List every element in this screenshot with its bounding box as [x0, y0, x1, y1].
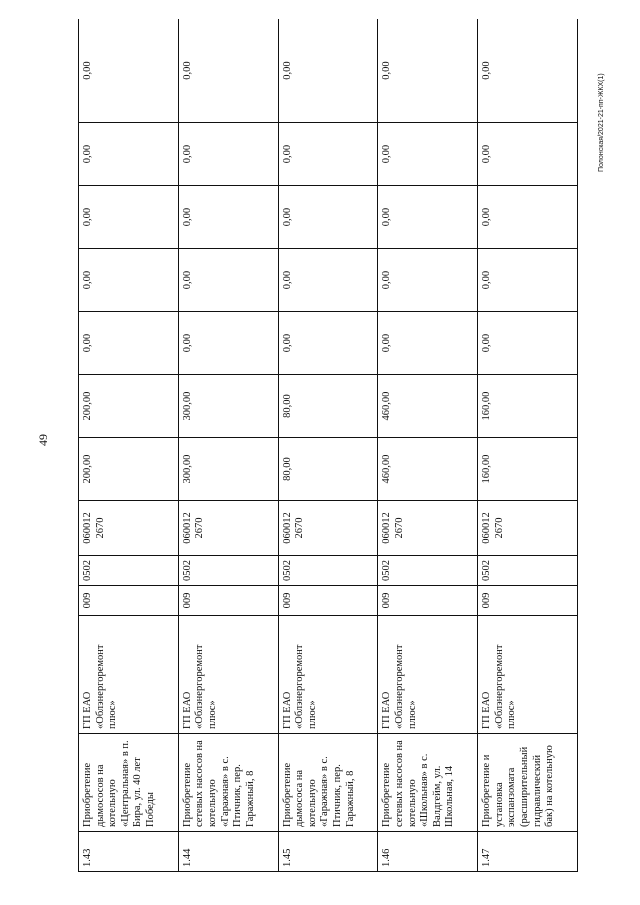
- table-row: [178, 19, 278, 872]
- table-row: [79, 19, 179, 872]
- target-item-code-cell: 060012 2670: [278, 501, 378, 556]
- section-code-cell: 0502: [478, 556, 578, 586]
- table-row: [278, 19, 378, 872]
- total-amount-cell: 200,00: [79, 438, 179, 501]
- amount-year-4-cell: 0,00: [79, 186, 179, 249]
- amount-year-5-cell: 0,00: [178, 123, 278, 186]
- target-item-code-cell: 060012 2670: [79, 501, 179, 556]
- page-number: 49: [36, 434, 50, 446]
- executor-cell: ГП ЕАО «Облэнергоремонт плюс»: [278, 616, 378, 734]
- work-name-cell: Приобретение сетевых насосов на котельную «Школьная» в с. Валдгейм, ул. Школьная, 14: [378, 734, 478, 832]
- amount-year-2-cell: 0,00: [278, 312, 378, 375]
- row-number-cell: 1.44: [178, 832, 278, 872]
- grbs-code-cell: 009: [79, 586, 179, 616]
- section-code-cell: 0502: [278, 556, 378, 586]
- amount-year-5-cell: 0,00: [278, 123, 378, 186]
- total-amount-cell: 80,00: [278, 438, 378, 501]
- row-number-cell: 1.46: [378, 832, 478, 872]
- section-code-cell: 0502: [378, 556, 478, 586]
- amount-year-3-cell: 0,00: [378, 249, 478, 312]
- total-amount-cell: 300,00: [178, 438, 278, 501]
- executor-cell: ГП ЕАО «Облэнергоремонт плюс»: [478, 616, 578, 734]
- amount-year-6-cell: 0,00: [478, 19, 578, 123]
- work-name-cell: Приобретение и установка экспанзомата (расширительный гидравлический бак) на котельную: [478, 734, 578, 832]
- amount-year-5-cell: 0,00: [378, 123, 478, 186]
- amount-year-4-cell: 0,00: [278, 186, 378, 249]
- amount-year-2-cell: 0,00: [378, 312, 478, 375]
- amount-year-1-cell: 80,00: [278, 375, 378, 438]
- amount-year-6-cell: 0,00: [378, 19, 478, 123]
- total-amount-cell: 160,00: [478, 438, 578, 501]
- row-number-cell: 1.45: [278, 832, 378, 872]
- document-footer-note: Полонская/2021-21-пп-ЖКХ(1): [598, 73, 605, 172]
- amount-year-3-cell: 0,00: [79, 249, 179, 312]
- grbs-code-cell: 009: [378, 586, 478, 616]
- section-code-cell: 0502: [79, 556, 179, 586]
- amount-year-1-cell: 300,00: [178, 375, 278, 438]
- amount-year-2-cell: 0,00: [178, 312, 278, 375]
- row-number-cell: 1.43: [79, 832, 179, 872]
- amount-year-2-cell: 0,00: [79, 312, 179, 375]
- grbs-code-cell: 009: [478, 586, 578, 616]
- amount-year-1-cell: 160,00: [478, 375, 578, 438]
- work-name-cell: Приобретение сетевых насосов на котельную «Гаражная» в с. Птичник, пер. Гаражный, 8: [178, 734, 278, 832]
- grbs-code-cell: 009: [278, 586, 378, 616]
- target-item-code-cell: 060012 2670: [378, 501, 478, 556]
- target-item-code-cell: 060012 2670: [478, 501, 578, 556]
- amount-year-4-cell: 0,00: [478, 186, 578, 249]
- amount-year-5-cell: 0,00: [478, 123, 578, 186]
- amount-year-3-cell: 0,00: [178, 249, 278, 312]
- amount-year-6-cell: 0,00: [79, 19, 179, 123]
- target-item-code-cell: 060012 2670: [178, 501, 278, 556]
- budget-table: [78, 19, 578, 872]
- rotated-table-area: [78, 19, 578, 872]
- executor-cell: ГП ЕАО «Облэнергоремонт плюс»: [79, 616, 179, 734]
- executor-cell: ГП ЕАО «Облэнергоремонт плюс»: [178, 616, 278, 734]
- amount-year-4-cell: 0,00: [378, 186, 478, 249]
- work-name-cell: Приобретение дымососов на котельную «Центральная» в п. Бира, ул. 40 лет Победы: [79, 734, 179, 832]
- amount-year-2-cell: 0,00: [478, 312, 578, 375]
- amount-year-3-cell: 0,00: [478, 249, 578, 312]
- table-row: [378, 19, 478, 872]
- amount-year-5-cell: 0,00: [79, 123, 179, 186]
- amount-year-1-cell: 460,00: [378, 375, 478, 438]
- section-code-cell: 0502: [178, 556, 278, 586]
- amount-year-3-cell: 0,00: [278, 249, 378, 312]
- amount-year-6-cell: 0,00: [278, 19, 378, 123]
- grbs-code-cell: 009: [178, 586, 278, 616]
- executor-cell: ГП ЕАО «Облэнергоремонт плюс»: [378, 616, 478, 734]
- amount-year-4-cell: 0,00: [178, 186, 278, 249]
- table-row: [478, 19, 578, 872]
- amount-year-1-cell: 200,00: [79, 375, 179, 438]
- amount-year-6-cell: 0,00: [178, 19, 278, 123]
- row-number-cell: 1.47: [478, 832, 578, 872]
- total-amount-cell: 460,00: [378, 438, 478, 501]
- work-name-cell: Приобретение дымососа на котельную «Гаражная» в с. Птичник, пер. Гаражный, 8: [278, 734, 378, 832]
